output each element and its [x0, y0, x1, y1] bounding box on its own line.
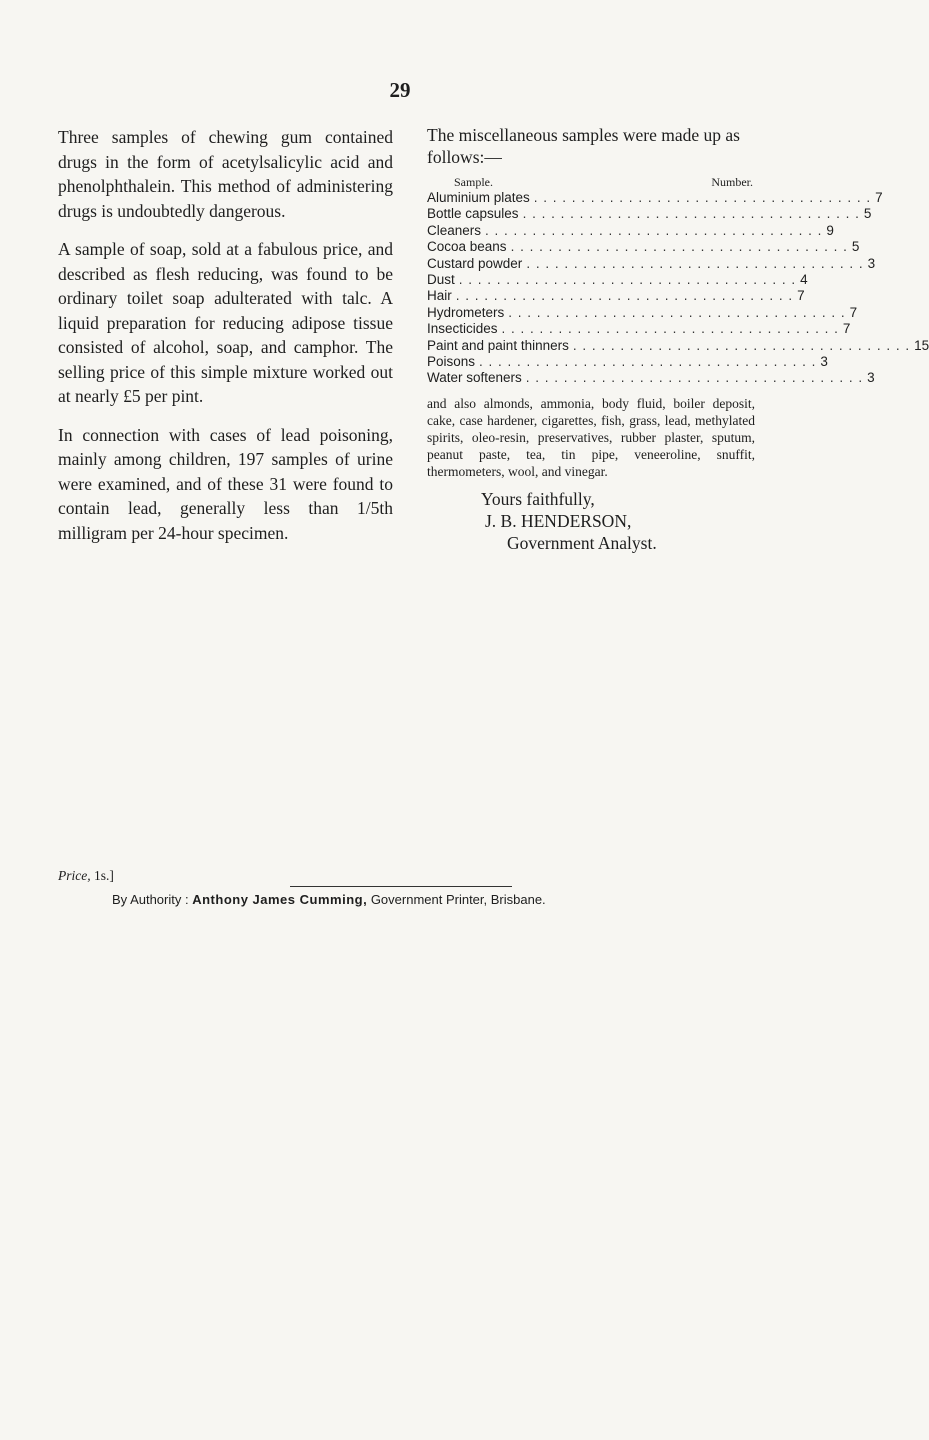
sample-count: 4 [800, 272, 808, 288]
sample-count: 7 [797, 288, 805, 304]
price-label: Price, [58, 868, 91, 883]
right-column [427, 125, 929, 554]
header-number: Number. [711, 175, 753, 189]
signoff [427, 488, 755, 554]
leader-dots: . . . . . . . . . . . . . . . . . . . . . . . . . . . . . . . . . . . . [458, 272, 797, 288]
page-number: 29 [389, 78, 411, 102]
leader-dots: . . . . . . . . . . . . . . . . . . . . . . . . . . . . . . . . . . . . [533, 190, 872, 205]
leader-dots: . . . . . . . . . . . . . . . . . . . . . . . . . . . . . . . . . . . . [508, 304, 846, 320]
price-value: 1s.] [94, 868, 114, 883]
table-header [427, 174, 755, 190]
table-row [427, 272, 808, 288]
header-sample: Sample. [454, 175, 493, 189]
closing: Yours faithfully, [481, 488, 595, 509]
samples-table [427, 174, 929, 387]
table-row [427, 206, 872, 222]
printer-imprint [112, 892, 752, 907]
printer-suffix: Government Printer, Brisbane. [370, 892, 546, 907]
table-row [427, 321, 851, 337]
table-row [427, 222, 834, 239]
sample-count: 3 [867, 370, 875, 386]
table-row [427, 239, 860, 255]
sample-name: Custard powder [427, 255, 523, 271]
leader-dots: . . . . . . . . . . . . . . . . . . . . . . . . . . . . . . . . . . . . [526, 255, 864, 271]
sample-count: 5 [863, 206, 872, 222]
leader-dots: . . . . . . . . . . . . . . . . . . . . . . . . . . . . . . . . . . . . [525, 370, 864, 386]
sample-name: Paint and paint thinners [427, 337, 569, 353]
leader-dots: . . . . . . . . . . . . . . . . . . . . . . . . . . . . . . . . . . . . [510, 239, 848, 255]
leader-dots: . . . . . . . . . . . . . . . . . . . . . . . . . . . . . . . . . . . . [485, 222, 823, 238]
table-intro: The miscellaneous samples were made up as follows:— [427, 125, 740, 167]
table-row [427, 190, 883, 206]
table-row [427, 304, 858, 321]
leader-dots: . . . . . . . . . . . . . . . . . . . . . . . . . . . . . . . . . . . . [455, 288, 794, 304]
sample-name: Bottle capsules [427, 206, 519, 222]
sample-count: 3 [820, 354, 828, 370]
sample-count: 7 [842, 321, 851, 337]
table-rows [427, 190, 929, 387]
sample-count: 9 [826, 222, 834, 238]
sample-name: Dust [427, 272, 455, 288]
sample-count: 3 [867, 255, 876, 271]
sample-name: Cocoa beans [427, 239, 507, 255]
sample-count: 15 [914, 337, 929, 353]
footer-rule [290, 886, 512, 887]
sample-name: Poisons [427, 354, 476, 370]
table-row [427, 255, 876, 272]
table-row [427, 288, 805, 304]
price-note [58, 868, 114, 884]
sample-count: 7 [875, 190, 883, 205]
table-row [427, 354, 828, 370]
sample-name: Hair [427, 288, 452, 304]
printer-name: Anthony James Cumming, [192, 892, 368, 907]
sample-name: Aluminium plates [427, 190, 530, 205]
signer-title: Government Analyst. [507, 532, 657, 553]
paragraph-lead-poisoning: In connection with cases of lead poisoning, mainly among children, 197 samples of urine were examined, and of these 31 were found to contain lead, generally less than 1/5th milligram per 24-hour specimen. [58, 424, 393, 543]
leader-dots: . . . . . . . . . . . . . . . . . . . . . . . . . . . . . . . . . . . . [572, 337, 911, 353]
table-row [427, 370, 875, 386]
additional-samples-text: and also almonds, ammonia, body fluid, boiler deposit, cake, case hardener, cigarettes, fish, grass, lead, methylated spirits, oleo-resin, preservatives, rubber plaster, sputum, peanut paste, tea, tin pipe, veneeroline, snuffit, thermometers, wool, and vinegar. [427, 395, 755, 479]
sample-name: Insecticides [427, 321, 498, 337]
signer-name: J. B. HENDERSON, [485, 510, 632, 531]
paragraph-chewing-gum: Three samples of chewing gum contained drugs in the form of acetylsalicylic acid and phenolphthalein. This method of administering drugs is undoubtedly dangerous. [58, 127, 393, 221]
sample-count: 7 [849, 304, 858, 320]
table-row [427, 337, 929, 354]
left-column [58, 125, 393, 559]
sample-count: 5 [851, 239, 860, 255]
sample-name: Water softeners [427, 370, 522, 386]
leader-dots: . . . . . . . . . . . . . . . . . . . . . . . . . . . . . . . . . . . . [501, 321, 839, 337]
leader-dots: . . . . . . . . . . . . . . . . . . . . . . . . . . . . . . . . . . . . [479, 354, 817, 370]
sample-name: Cleaners [427, 222, 482, 238]
sample-name: Hydrometers [427, 304, 505, 320]
authority-label: By Authority : [112, 892, 189, 907]
paragraph-soap: A sample of soap, sold at a fabulous price, and described as flesh reducing, was found to be ordinary toilet soap adulterated with talc. A liquid preparation for reducing adipose tissue consisted of alcohol, soap, and camphor. The selling price of this simple mixture worked out at nearly £5 per pint. [58, 239, 393, 406]
leader-dots: . . . . . . . . . . . . . . . . . . . . . . . . . . . . . . . . . . . . [522, 206, 860, 222]
